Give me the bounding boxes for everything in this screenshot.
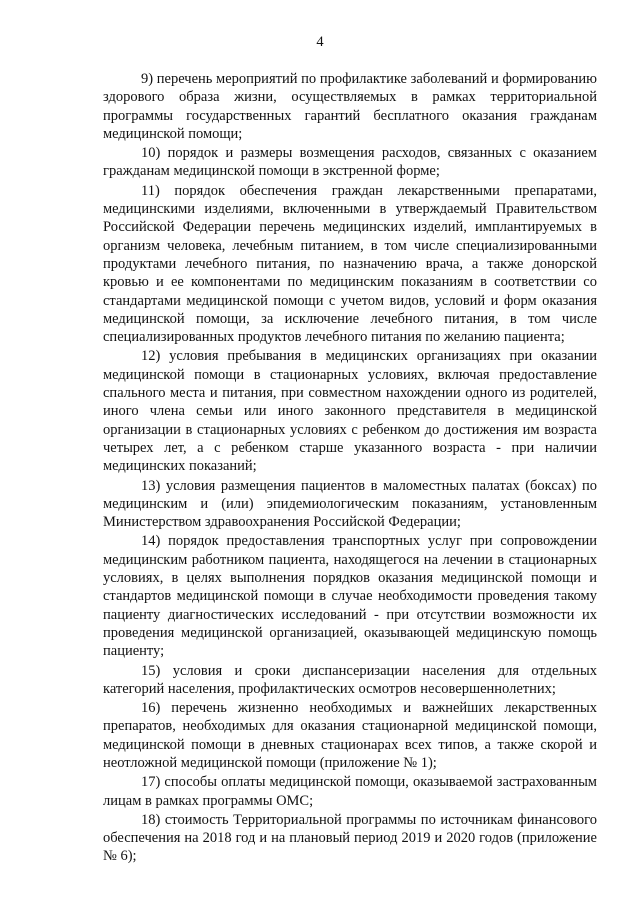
document-body	[103, 70, 597, 867]
list-item-15: 15) условия и сроки диспансеризации населения для отдельных категорий населения, профилактических осмотров несовершеннолетних;	[103, 662, 597, 697]
list-item-16: 16) перечень жизненно необходимых и важнейших лекарственных препаратов, необходимых для оказания стационарной медицинской помощи, медицинской помощи в дневных стационарах всех типов, а также скорой и неотложной медицинской помощи (приложение № 1);	[103, 700, 597, 771]
list-item-13: 13) условия размещения пациентов в маломестных палатах (боксах) по медицинским и (или) эпидемиологическим показаниям, установленным Министерством здравоохранения Российской Федерации;	[103, 477, 597, 531]
list-item-9: 9) перечень мероприятий по профилактике заболеваний и формированию здорового образа жизни, осуществляемых в рамках территориальной программы государственных гарантий бесплатного оказания гражданам медицинской помощи;	[103, 71, 597, 142]
list-item-18: 18) стоимость Территориальной программы по источникам финансового обеспечения на 2018 год и на плановый период 2019 и 2020 годов (приложение № 6);	[103, 811, 597, 865]
list-item-17: 17) способы оплаты медицинской помощи, оказываемой застрахованным лицам в рамках программы ОМС;	[103, 774, 597, 809]
list-item-12: 12) условия пребывания в медицинских организациях при оказании медицинской помощи в стационарных условиях, включая предоставление спального места и питания, при совместном нахождении одного из родителей, иного члена семьи или иного законного представителя в медицинской организации в стационарных условиях с ребенком до достижения им возраста четырех лет, а с ребенком старше указанного возраста - при наличии медицинских показаний;	[103, 348, 597, 475]
list-item-11: 11) порядок обеспечения граждан лекарственными препаратами, медицинскими изделиями, включенными в утверждаемый Правительством Российской Федерации перечень медицинских изделий, имплантируемых в организм человека, лечебным питанием, в том числе специализированными продуктами лечебного питания, по назначению врача, а также донорской кровью и ее компонентами по медицинским показаниям в соответствии со стандартами медицинской помощи с учетом видов, условий и форм оказания медицинской помощи, за исключение лечебного питания, в том числе специализированных продуктов лечебного питания по желанию пациента;	[103, 182, 597, 346]
list-item-14: 14) порядок предоставления транспортных услуг при сопровождении медицинским работником пациента, находящегося на лечении в стационарных условиях, в целях выполнения порядков оказания медицинской помощи и стандартов медицинской помощи в случае необходимости проведения такому пациенту диагностических исследований - при отсутствии возможности их проведения медицинской организацией, оказывающей медицинскую помощь пациенту;	[103, 533, 597, 660]
page-number: 4	[316, 34, 324, 50]
list-item-10: 10) порядок и размеры возмещения расходов, связанных с оказанием гражданам медицинской помощи в экстренной форме;	[103, 145, 597, 180]
